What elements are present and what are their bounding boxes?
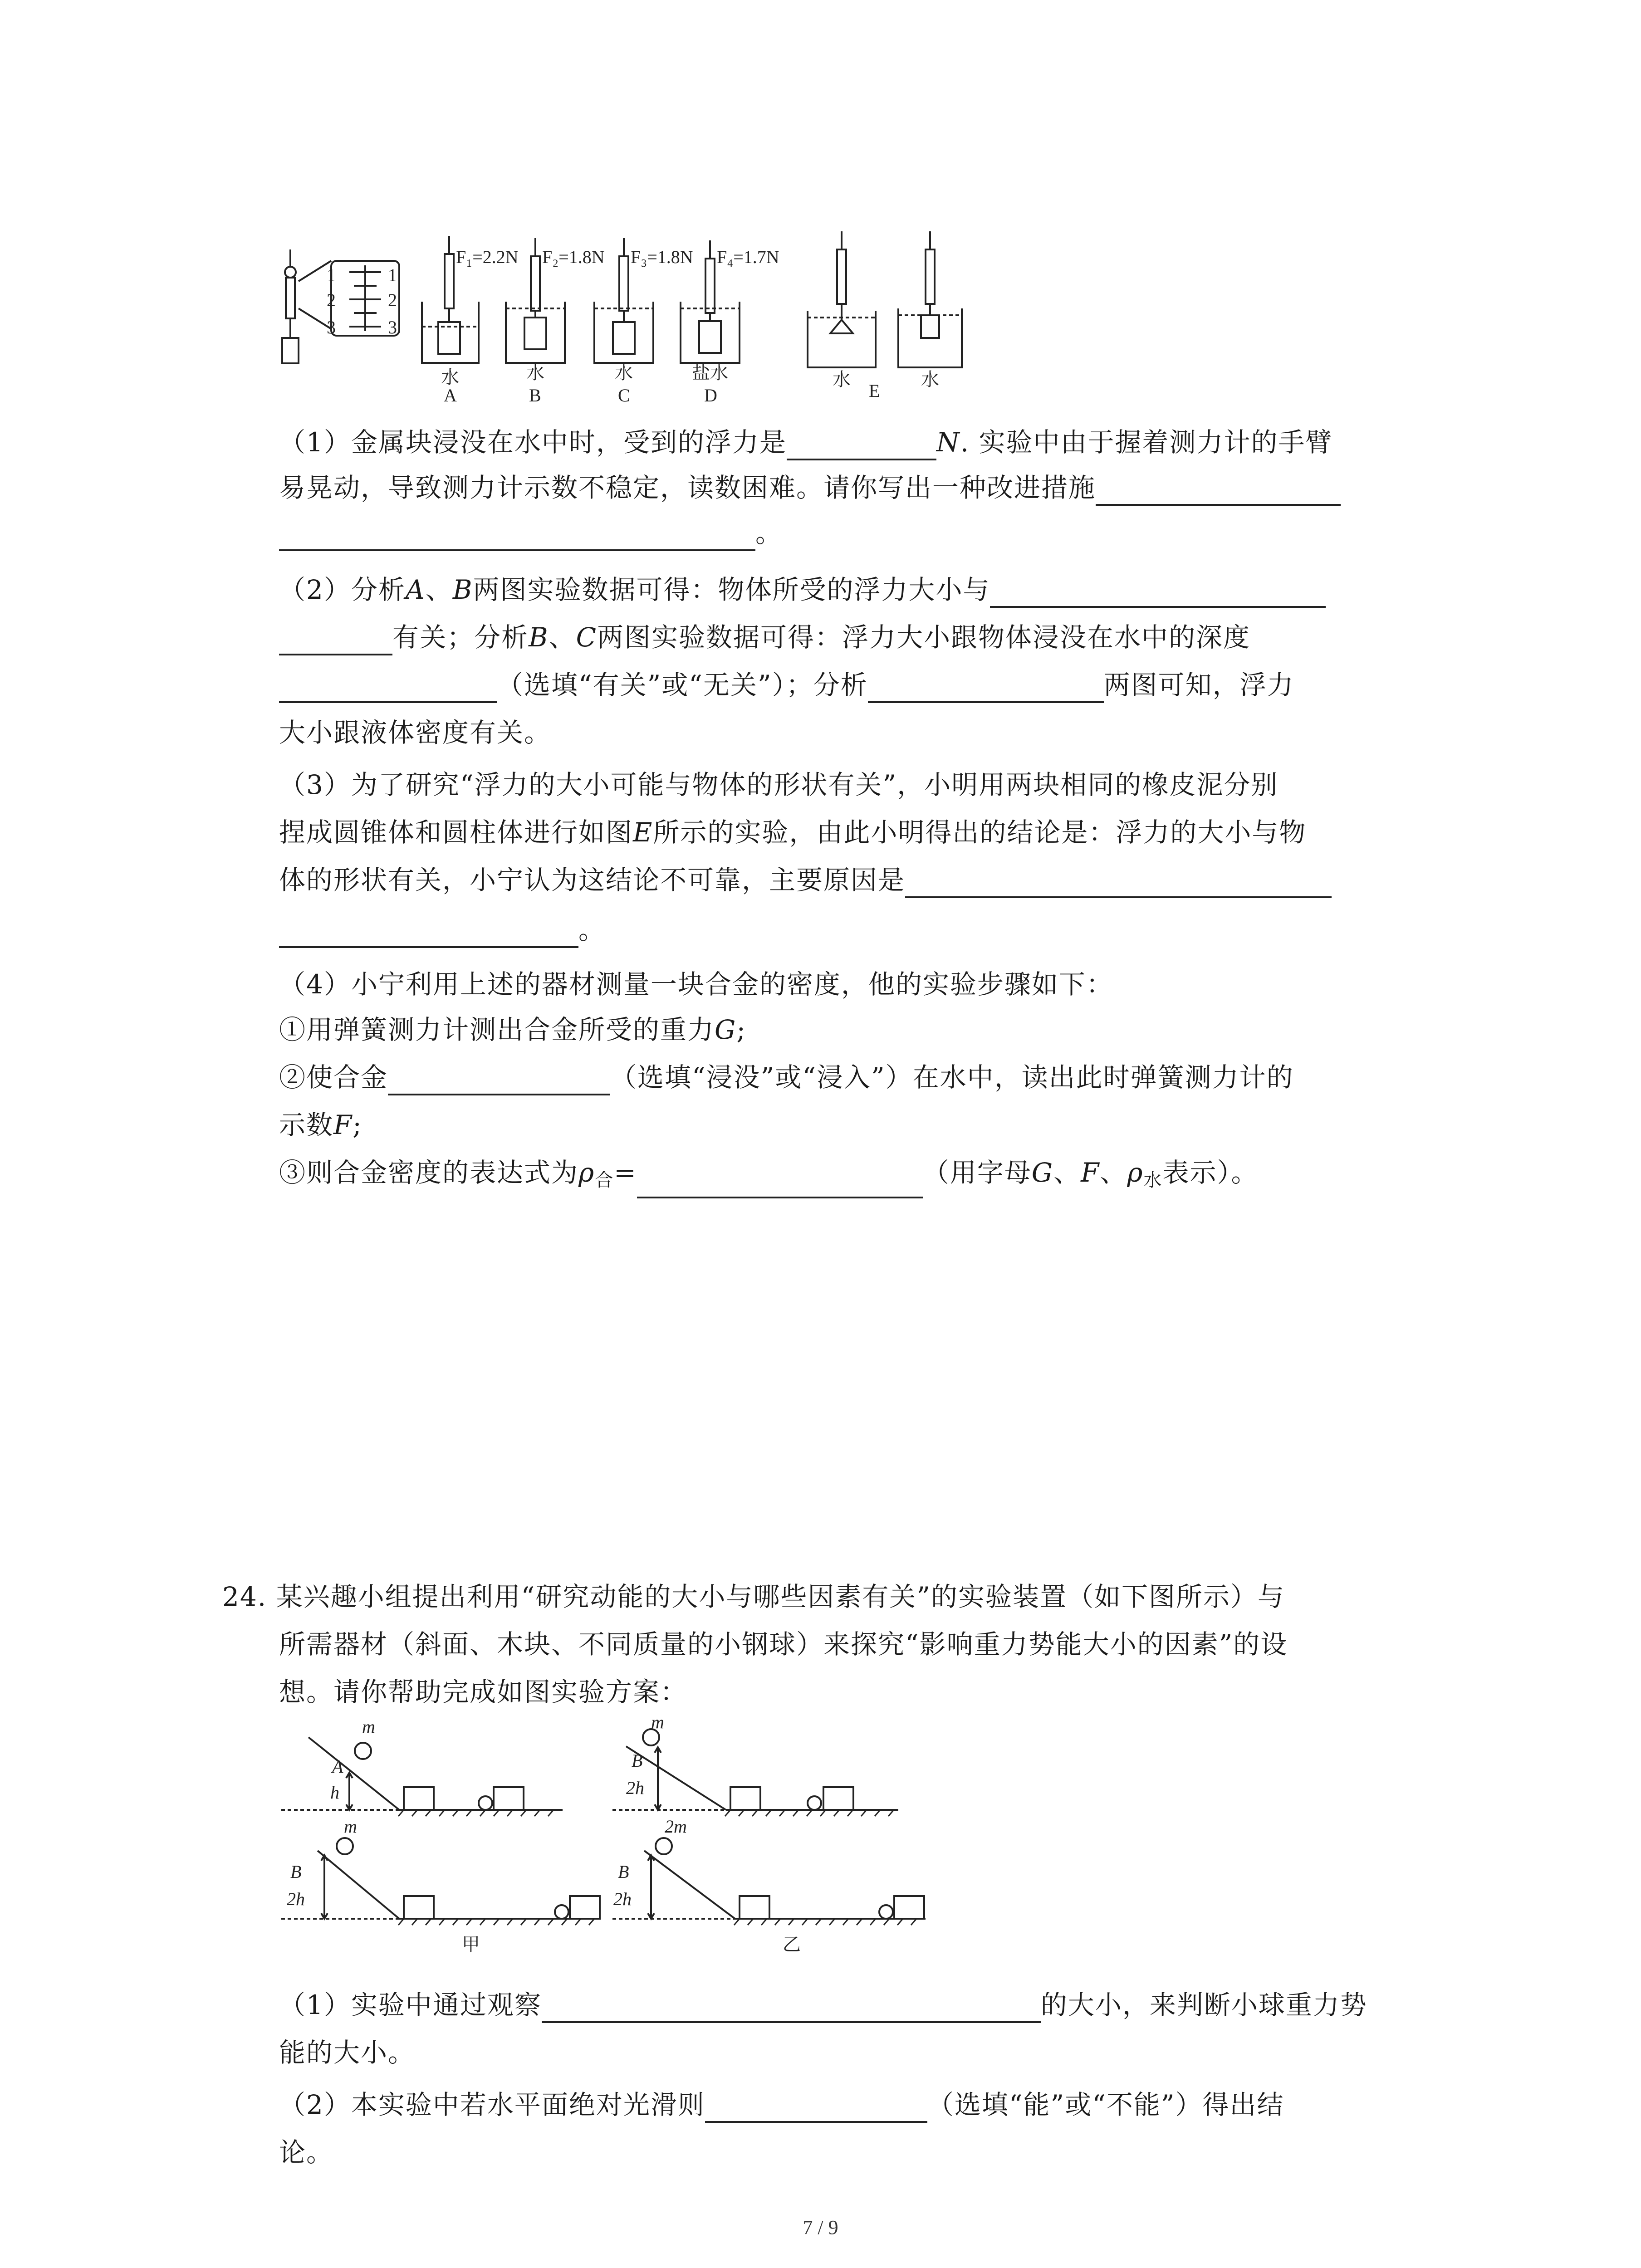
q24-p1-line2: 能的大小。 [279,2037,416,2068]
force-label-f2: F₂=1.8N [542,247,605,267]
point-label-b2: B [290,1862,302,1882]
force-label-f4: F₄=1.7N [717,247,779,267]
point-label-b1: B [632,1750,643,1771]
scale-mark-1-right: 1 [388,265,397,285]
liquid-label-a: 水 [441,367,459,387]
cup-label-a: A [444,385,457,406]
liquid-label-d: 盐水 [692,363,728,383]
liquid-label-e1: 水 [833,370,851,390]
height-label-2h-2: 2h [287,1889,305,1909]
potential-energy-figure [281,1719,926,1955]
q23-p1-line1: （1）金属块浸没在水中时，受到的浮力是 N. 实验中由于握着测力计的手臂 [279,424,1333,460]
scale-mark-3-right: 3 [388,317,397,337]
mass-label-4: 2m [665,1816,687,1837]
force-label-f3: F₃=1.8N [631,247,693,267]
answer-blank-conclusion[interactable] [705,2093,927,2123]
answer-blank-reason-b[interactable] [279,918,578,948]
q23-p2-line1: （2）分析A、B两图实验数据可得：物体所受的浮力大小与 [279,572,1326,608]
q23-p2-line4: 大小跟液体密度有关。 [279,717,552,748]
cup-label-e: E [869,381,880,401]
buoyancy-experiment-figure [272,218,1043,408]
q24-line1: 24. 某兴趣小组提出利用“研究动能的大小与哪些因素有关”的实验装置（如下图所示）与 [222,1581,1285,1612]
answer-blank-density-expression[interactable] [637,1168,923,1198]
group-label-jia: 甲 [462,1935,480,1955]
group-label-yi: 乙 [783,1935,801,1955]
q23-p3-line4: 。 [279,912,606,948]
q24-p2-line2: 论。 [279,2137,334,2168]
answer-blank-improvement-b[interactable] [279,521,755,551]
height-label-2h-1: 2h [626,1778,644,1798]
q24-p1-line1: （1）实验中通过观察 的大小，来判断小球重力势 [279,1987,1367,2023]
scale-mark-2: 2 [327,290,336,310]
page-number: 7 / 9 [803,2216,838,2239]
liquid-label-c: 水 [615,363,633,383]
cup-label-d: D [704,385,717,406]
mass-label-2: m [651,1719,664,1732]
q24-line2: 所需器材（斜面、木块、不同质量的小钢球）来探究“影响重力势能大小的因素”的设 [279,1629,1288,1660]
point-label-a: A [332,1756,343,1777]
cup-label-c: C [618,385,630,406]
q23-p4-intro: （4）小宁利用上述的器材测量一块合金的密度，他的实验步骤如下： [279,969,1113,1000]
mass-label-1: m [362,1719,375,1737]
q23-p1-line3: 。 [279,515,783,551]
q23-p3-line3: 体的形状有关，小宁认为这结论不可靠，主要原因是 [279,862,1332,898]
height-label-2h-3: 2h [613,1889,632,1909]
answer-blank-reason-a[interactable] [905,868,1332,898]
q23-p4-step2: ②使合金 （选填“浸没”或“浸入”）在水中，读出此时弹簧测力计的 [279,1059,1294,1095]
q23-p4-step1: ①用弹簧测力计测出合金所受的重力G; [279,1014,746,1045]
q23-p1-line2: 易晃动，导致测力计示数不稳定，读数困难。请你写出一种改进措施 [279,469,1341,506]
q23-p4-step3: ③则合金密度的表达式为$\rho_合=$ （用字母G、F、$\rho_水$表示）。 [279,1154,1259,1198]
scale-mark-3: 3 [327,317,336,337]
q23-p4-step2b: 示数F; [279,1110,362,1140]
answer-blank-immersion[interactable] [388,1066,610,1095]
liquid-label-e2: 水 [921,370,939,390]
cup-label-b: B [529,385,541,406]
answer-blank-depth[interactable] [279,673,497,703]
mass-label-3: m [344,1816,357,1837]
answer-blank-density-figures[interactable] [868,673,1104,703]
q23-p2-line2: 有关；分析B、C两图实验数据可得：浮力大小跟物体浸没在水中的深度 [279,619,1250,655]
q23-p3-line1: （3）为了研究“浮力的大小可能与物体的形状有关”，小明用两块相同的橡皮泥分别 [279,769,1279,800]
liquid-label-b: 水 [526,363,544,383]
force-label-f1: F₁=2.2N [456,247,519,267]
point-label-b3: B [618,1862,629,1882]
q23-p3-line2: 捏成圆锥体和圆柱体进行如图E所示的实验，由此小明得出的结论是：浮力的大小与物 [279,817,1307,848]
answer-blank-factor-a[interactable] [990,578,1326,608]
answer-blank-factor-b[interactable] [279,626,392,655]
answer-blank-observation[interactable] [542,1993,1041,2023]
scale-mark-2-right: 2 [388,290,397,310]
height-label-h: h [330,1782,339,1803]
q24-p2-line1: （2）本实验中若水平面绝对光滑则 （选填“能”或“不能”）得出结 [279,2087,1284,2123]
answer-blank-improvement-a[interactable] [1096,476,1341,506]
scale-mark-1: 1 [327,265,336,285]
q24-line3: 想。请你帮助完成如图实验方案： [279,1677,688,1707]
answer-blank-buoyancy[interactable] [787,430,936,460]
q23-p2-line3: （选填“有关”或“无关”）；分析 两图可知，浮力 [279,667,1294,703]
